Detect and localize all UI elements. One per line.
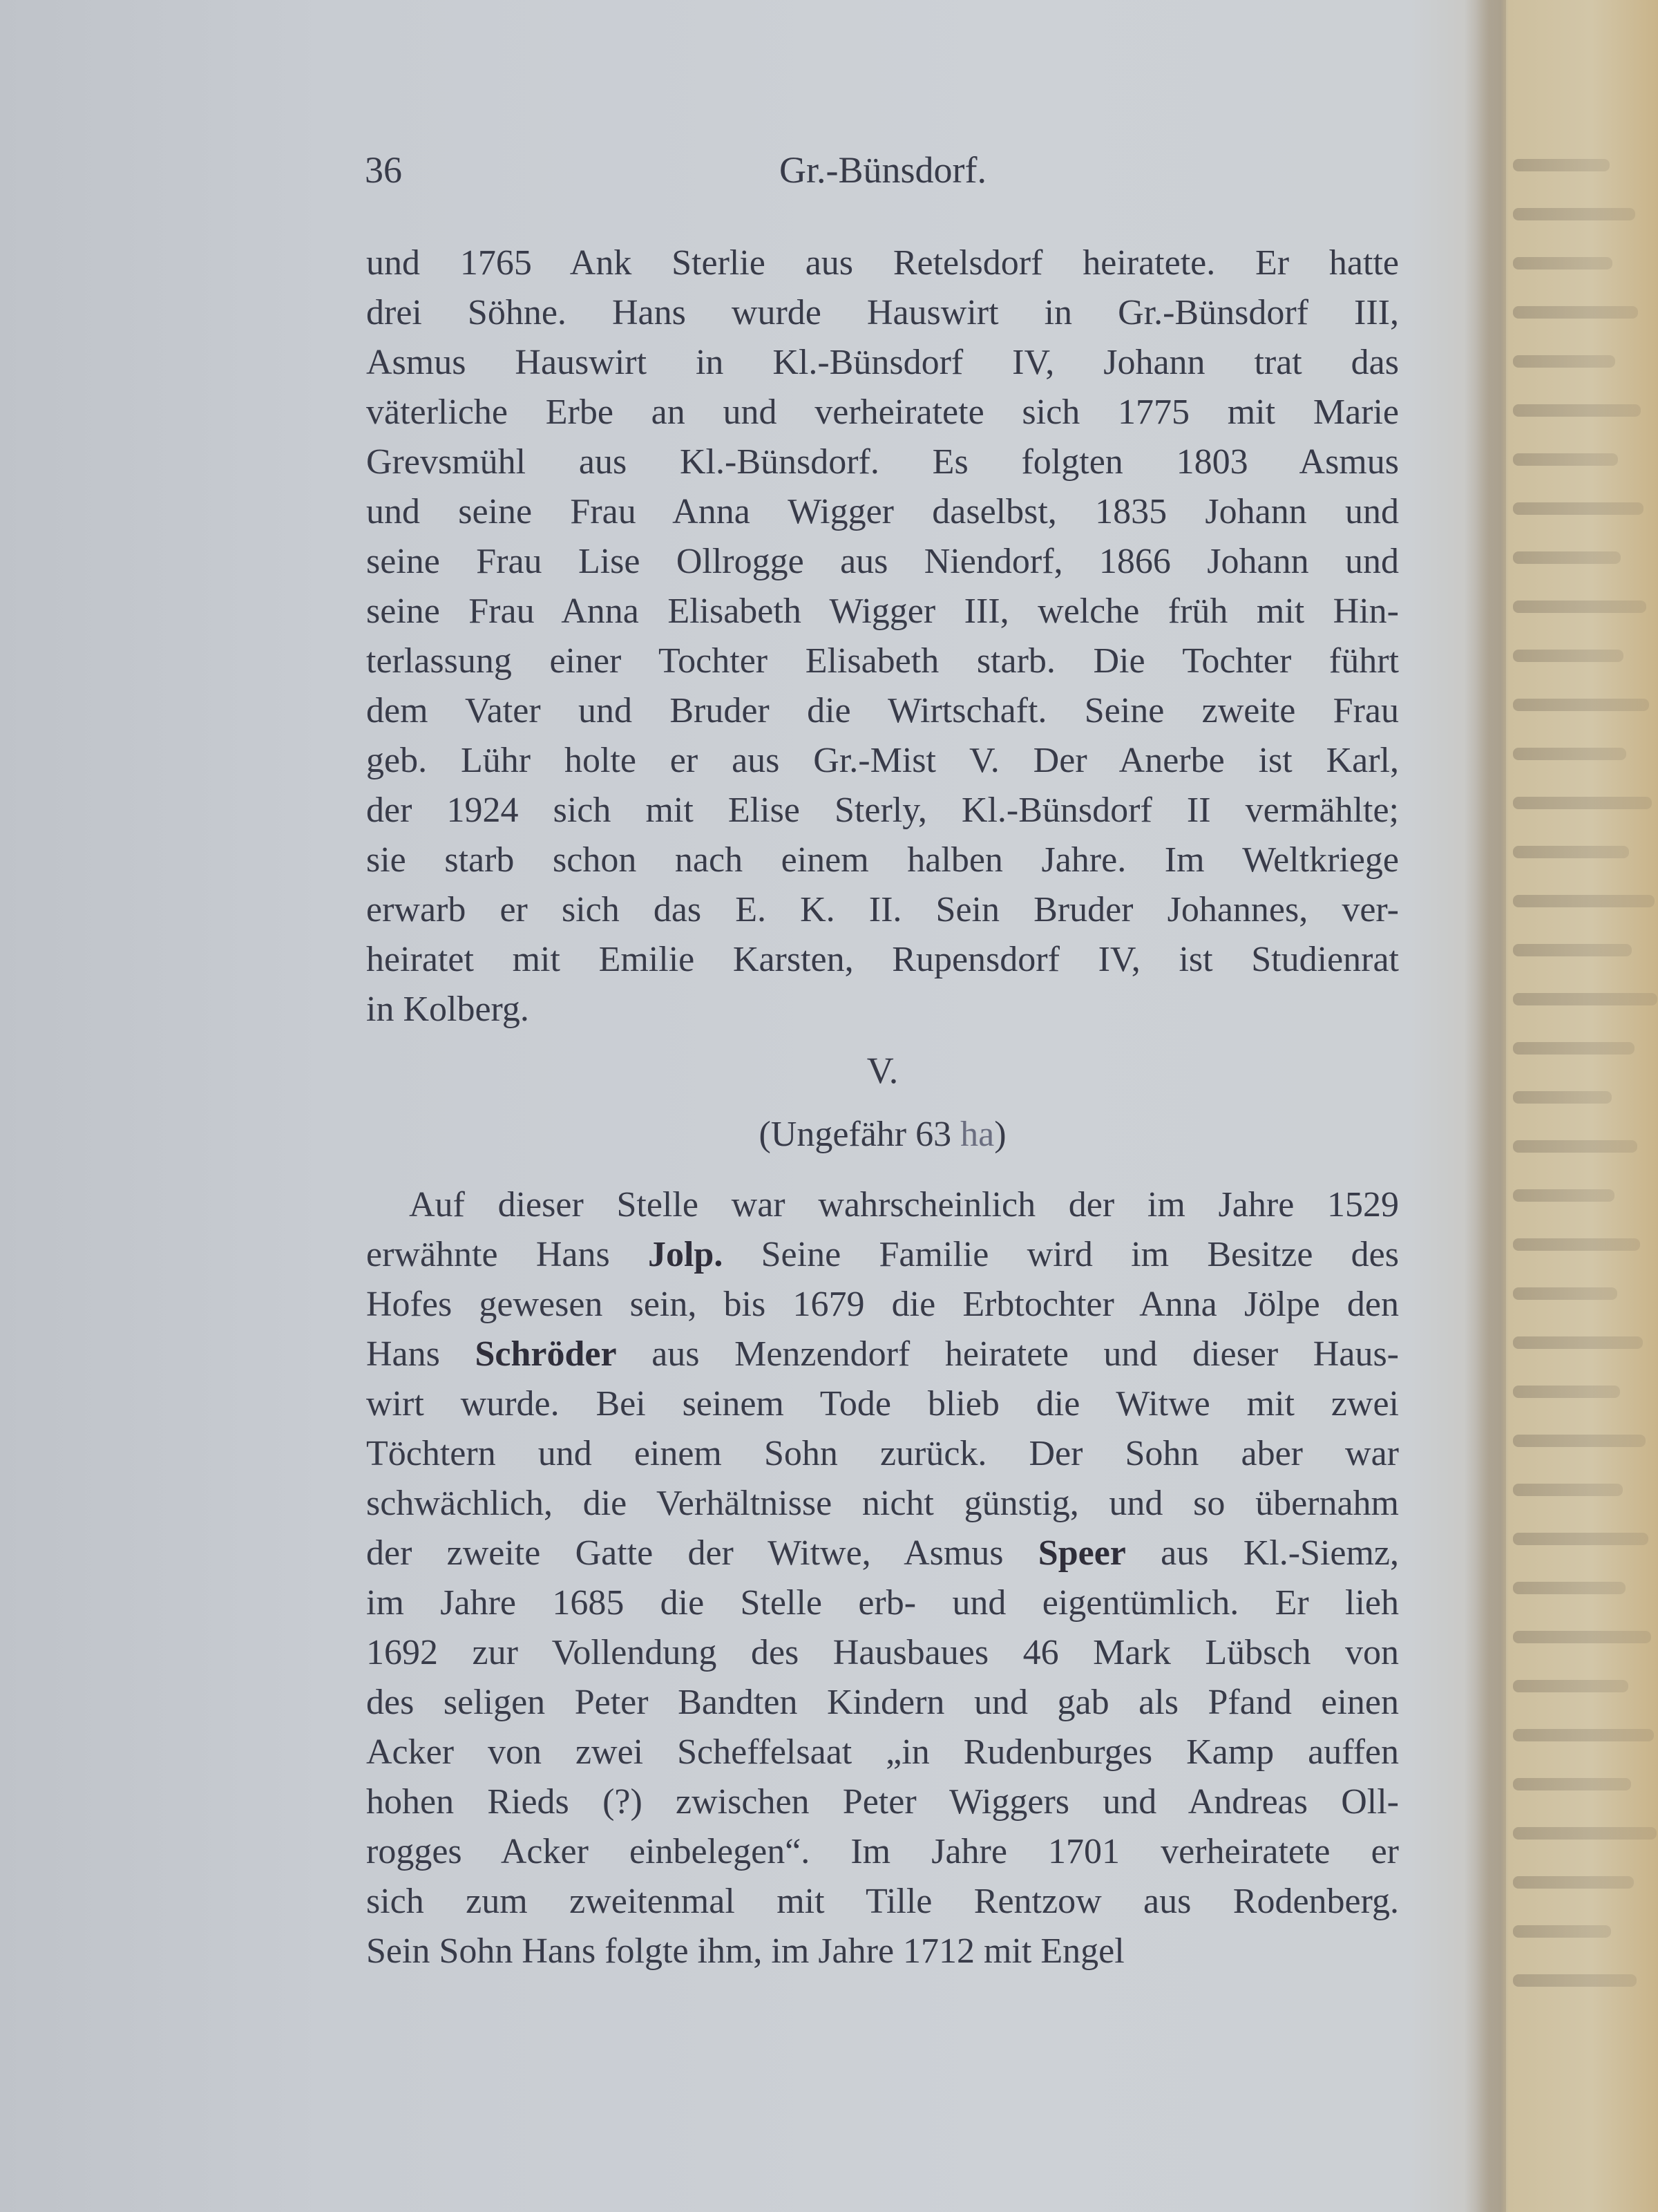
paragraph-1 xyxy=(366,238,1399,1034)
text-segment: aus Menzendorf heiratete und dieser Haus- xyxy=(616,1334,1399,1374)
text-line xyxy=(366,1479,1399,1529)
text-segment: wirt wurde. Bei seinem Tode blieb die Witwe mit zwei xyxy=(366,1384,1399,1424)
text-line xyxy=(366,1678,1399,1728)
text-segment: Hofes gewesen sein, bis 1679 die Erbtochter Anna Jölpe den xyxy=(366,1285,1399,1324)
text-segment: des seligen Peter Bandten Kindern und gab als Pfand einen xyxy=(366,1683,1399,1722)
text-segment: Seine Familie wird im Besitze des xyxy=(723,1235,1399,1274)
page-gutter-shadow xyxy=(1465,0,1506,2212)
text-segment: schwächlich, die Verhältnisse nicht günstig, und so übernahm xyxy=(366,1484,1399,1523)
adjacent-page-text-blur xyxy=(1513,1386,1620,1398)
adjacent-page-text-blur xyxy=(1513,1484,1623,1496)
text-segment: dem Vater und Bruder die Wirtschaft. Seine zweite Frau xyxy=(366,691,1399,730)
text-line xyxy=(366,1777,1399,1827)
text-line xyxy=(366,587,1399,636)
adjacent-page-text-blur xyxy=(1513,551,1621,564)
subtitle-unit: ha xyxy=(960,1115,995,1154)
adjacent-page-text-blur xyxy=(1513,1925,1611,1938)
text-segment: erwarb er sich das E. K. II. Sein Bruder Johannes, ver- xyxy=(366,890,1399,929)
text-segment: sie starb schon nach einem halben Jahre. Im Weltkriege xyxy=(366,840,1399,880)
text-line xyxy=(366,835,1399,885)
adjacent-page-text-blur xyxy=(1513,1729,1654,1741)
text-line xyxy=(366,1578,1399,1628)
adjacent-page-text-blur xyxy=(1513,502,1643,515)
text-line xyxy=(366,1180,1399,1230)
text-line xyxy=(366,288,1399,338)
adjacent-page-text-blur xyxy=(1513,1238,1640,1251)
adjacent-page-text-blur xyxy=(1513,993,1657,1005)
adjacent-page-text-blur xyxy=(1513,404,1641,417)
adjacent-page-text-blur xyxy=(1513,1435,1646,1447)
emphasized-name: Jolp. xyxy=(647,1235,723,1274)
text-line xyxy=(366,736,1399,786)
text-segment: geb. Lühr holte er aus Gr.-Mist V. Der Anerbe ist Karl, xyxy=(366,741,1399,780)
subtitle-suffix: ) xyxy=(994,1115,1007,1154)
paragraph-2 xyxy=(366,1180,1399,1976)
text-segment: Hans xyxy=(366,1334,475,1374)
adjacent-page-text-blur xyxy=(1513,257,1612,270)
adjacent-page-text-blur xyxy=(1513,846,1629,858)
adjacent-page-text-blur xyxy=(1513,1042,1635,1055)
text-segment: Sein Sohn Hans folgte ihm, im Jahre 1712 mit Engel xyxy=(366,1931,1125,1971)
adjacent-page-text-blur xyxy=(1513,1140,1637,1153)
text-line xyxy=(366,1230,1399,1280)
text-line xyxy=(366,885,1399,935)
text-segment: drei Söhne. Hans wurde Hauswirt in Gr.-Bünsdorf III, xyxy=(366,293,1399,332)
adjacent-page-text-blur xyxy=(1513,601,1646,613)
adjacent-page-text-blur xyxy=(1513,159,1610,171)
text-line xyxy=(366,1927,1399,1976)
adjacent-page-edge xyxy=(1513,159,1658,2094)
text-line xyxy=(366,636,1399,686)
adjacent-page-text-blur xyxy=(1513,1582,1626,1594)
adjacent-page-text-blur xyxy=(1513,1631,1651,1643)
adjacent-page-text-blur xyxy=(1513,1189,1614,1202)
text-segment: erwähnte Hans xyxy=(366,1235,648,1274)
text-line xyxy=(366,786,1399,835)
text-line xyxy=(366,487,1399,537)
text-segment: heiratet mit Emilie Karsten, Rupensdorf IV, ist Studienrat xyxy=(366,940,1399,979)
text-segment: aus Kl.-Siemz, xyxy=(1125,1533,1400,1573)
text-segment: der 1924 sich mit Elise Sterly, Kl.-Bünsdorf II vermählte; xyxy=(366,791,1399,830)
adjacent-page-text-blur xyxy=(1513,306,1638,319)
text-line xyxy=(366,238,1399,288)
text-line xyxy=(366,1728,1399,1777)
text-line xyxy=(366,537,1399,587)
adjacent-page-text-blur xyxy=(1513,1876,1634,1889)
adjacent-page-text-blur xyxy=(1513,1287,1617,1300)
text-segment: väterliche Erbe an und verheiratete sich 1775 mit Marie xyxy=(366,393,1399,432)
text-line xyxy=(366,437,1399,487)
text-line xyxy=(366,1529,1399,1578)
section-subtitle xyxy=(366,1114,1399,1155)
text-line xyxy=(366,388,1399,437)
text-segment: der zweite Gatte der Witwe, Asmus xyxy=(366,1533,1038,1573)
adjacent-page-text-blur xyxy=(1513,748,1626,760)
adjacent-page-text-blur xyxy=(1513,355,1615,368)
text-segment: Töchtern und einem Sohn zurück. Der Sohn aber war xyxy=(366,1434,1399,1473)
text-segment: Auf dieser Stelle war wahrscheinlich der im Jahre 1529 xyxy=(409,1185,1399,1225)
emphasized-name: Schröder xyxy=(475,1334,617,1374)
adjacent-page-text-blur xyxy=(1513,650,1623,662)
text-line xyxy=(366,686,1399,736)
adjacent-page-text-blur xyxy=(1513,1091,1612,1104)
text-segment: rogges Acker einbelegen“. Im Jahre 1701 verheiratete er xyxy=(366,1832,1399,1871)
text-line xyxy=(366,935,1399,985)
text-segment: terlassung einer Tochter Elisabeth starb. Die Tochter führt xyxy=(366,641,1399,681)
adjacent-page-text-blur xyxy=(1513,1533,1648,1545)
adjacent-page-text-blur xyxy=(1513,699,1649,711)
text-segment: 1692 zur Vollendung des Hausbaues 46 Mark Lübsch von xyxy=(366,1633,1399,1672)
text-segment: Grevsmühl aus Kl.-Bünsdorf. Es folgten 1803 Asmus xyxy=(366,442,1399,482)
text-line xyxy=(366,1330,1399,1379)
emphasized-name: Speer xyxy=(1038,1533,1126,1573)
adjacent-page-text-blur xyxy=(1513,944,1632,956)
adjacent-page-text-blur xyxy=(1513,1680,1628,1692)
adjacent-page-text-blur xyxy=(1513,1974,1637,1987)
adjacent-page-text-blur xyxy=(1513,1827,1657,1840)
text-segment: und 1765 Ank Sterlie aus Retelsdorf heiratete. Er hatte xyxy=(366,243,1399,283)
adjacent-page-text-blur xyxy=(1513,1336,1643,1349)
adjacent-page-text-blur xyxy=(1513,797,1652,809)
running-title: Gr.-Bünsdorf. xyxy=(779,149,987,191)
subtitle-prefix: (Ungefähr 63 xyxy=(759,1115,961,1154)
text-line xyxy=(366,1628,1399,1678)
text-line xyxy=(366,1280,1399,1330)
text-segment: hohen Rieds (?) zwischen Peter Wiggers und Andreas Oll- xyxy=(366,1782,1399,1822)
text-line xyxy=(366,338,1399,388)
text-line xyxy=(366,985,1399,1034)
text-segment: sich zum zweitenmal mit Tille Rentzow aus Rodenberg. xyxy=(366,1882,1399,1921)
adjacent-page-text-blur xyxy=(1513,453,1618,466)
adjacent-page-text-blur xyxy=(1513,1778,1631,1790)
adjacent-page-text-blur xyxy=(1513,895,1655,907)
adjacent-page-text-blur xyxy=(1513,208,1635,220)
text-line xyxy=(366,1877,1399,1927)
text-segment: im Jahre 1685 die Stelle erb- und eigentümlich. Er lieh xyxy=(366,1583,1399,1623)
text-segment: Asmus Hauswirt in Kl.-Bünsdorf IV, Johann trat das xyxy=(366,343,1399,382)
page-number: 36 xyxy=(365,149,402,191)
text-line xyxy=(366,1429,1399,1479)
text-segment: in Kolberg. xyxy=(366,990,529,1029)
text-segment: und seine Frau Anna Wigger daselbst, 1835 Johann und xyxy=(366,492,1399,531)
text-segment: Acker von zwei Scheffelsaat „in Rudenburges Kamp auffen xyxy=(366,1732,1399,1772)
text-segment: seine Frau Anna Elisabeth Wigger III, welche früh mit Hin- xyxy=(366,592,1399,631)
section-heading: V. xyxy=(866,1050,899,1091)
text-line xyxy=(366,1827,1399,1877)
text-line xyxy=(366,1379,1399,1429)
text-segment: seine Frau Lise Ollrogge aus Niendorf, 1866 Johann und xyxy=(366,542,1399,581)
page-header xyxy=(365,149,1401,197)
